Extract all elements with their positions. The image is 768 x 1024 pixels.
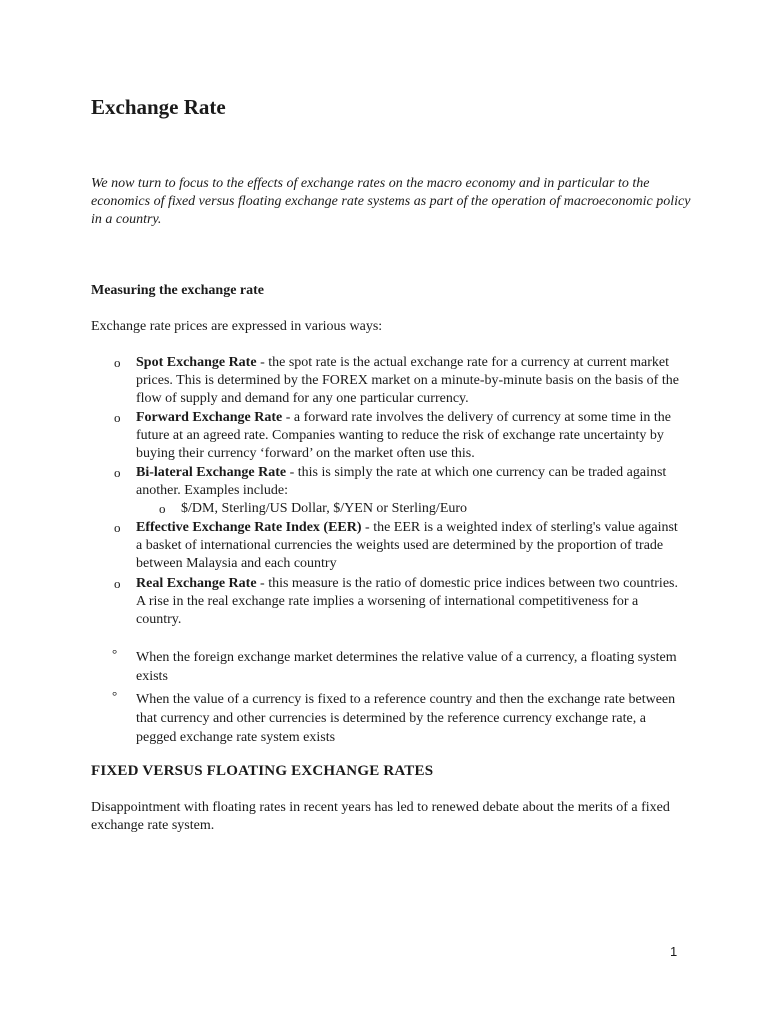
degree-item-pegged <box>112 688 681 747</box>
term-bilateral: Bi-lateral Exchange Rate <box>136 465 287 480</box>
term-real: Real Exchange Rate <box>136 576 257 591</box>
list-item-bilateral <box>114 464 681 500</box>
bullet-marker: o <box>114 355 121 370</box>
bullet-marker: o <box>114 465 121 480</box>
sub-list-item-examples <box>159 500 468 518</box>
page-number: 1 <box>670 944 678 959</box>
lead-text: Exchange rate prices are expressed in various ways: <box>91 319 383 334</box>
degree-item-text: When the value of a currency is fixed to a reference country and then the exchange rate between that currency and other currencies is determined by the reference currency exchange rate, a pegged exchange rate system exists <box>136 692 676 745</box>
sub-item-text: $/DM, Sterling/US Dollar, $/YEN or Sterling/Euro <box>181 501 468 516</box>
term-forward: Forward Exchange Rate <box>136 410 283 425</box>
bullet-marker: o <box>114 576 121 591</box>
desc-bilateral: - this is simply the rate at which one currency can be traded against another. Examples include: <box>136 465 667 498</box>
closing-paragraph: Disappointment with floating rates in recent years has led to renewed debate about the merits of a fixed exchange rate system. <box>91 800 670 833</box>
sub-bullet-marker: o <box>159 501 166 516</box>
bullet-marker: o <box>114 520 121 535</box>
list-item-spot <box>114 354 681 408</box>
desc-real: - this measure is the ratio of domestic price indices between two countries. A rise in the real exchange rate implies a worsening of international competitiveness for a country. <box>136 576 678 627</box>
desc-eer: - the EER is a weighted index of sterling's value against a basket of international currencies the weights used are determined by the proportion of trade between Malaysia and each country <box>136 520 678 571</box>
desc-spot: - the spot rate is the actual exchange rate for a currency at current market prices. This is determined by the FOREX market on a minute-by-minute basis on the basis of the flow of supply and demand for any one particular currency. <box>136 355 679 406</box>
bullet-marker: o <box>114 410 121 425</box>
caps-heading: FIXED VERSUS FLOATING EXCHANGE RATES <box>91 763 434 779</box>
desc-forward: - a forward rate involves the delivery of currency at some time in the future at an agreed rate. Companies wanting to reduce the risk of exchange rate uncertainty by buying their currency ‘forward’ on the market often use this. <box>136 410 671 461</box>
section-heading: Measuring the exchange rate <box>91 283 265 298</box>
degree-item-text: When the foreign exchange market determines the relative value of a currency, a floating system exists <box>136 650 677 684</box>
degree-marker: ° <box>112 646 118 661</box>
document-title: Exchange Rate <box>91 95 226 119</box>
degree-item-floating <box>112 646 681 686</box>
list-item-eer <box>114 519 681 573</box>
list-item-real <box>114 575 681 629</box>
degree-marker: ° <box>112 688 118 703</box>
list-item-forward <box>114 409 681 463</box>
intro-paragraph: We now turn to focus to the effects of exchange rates on the macro economy and in particular to the economics of fixed versus floating exchange rate systems as part of the operation of macroeconomic policy in a country. <box>91 176 691 227</box>
term-eer: Effective Exchange Rate Index (EER) <box>136 520 362 535</box>
term-spot: Spot Exchange Rate <box>136 355 257 370</box>
